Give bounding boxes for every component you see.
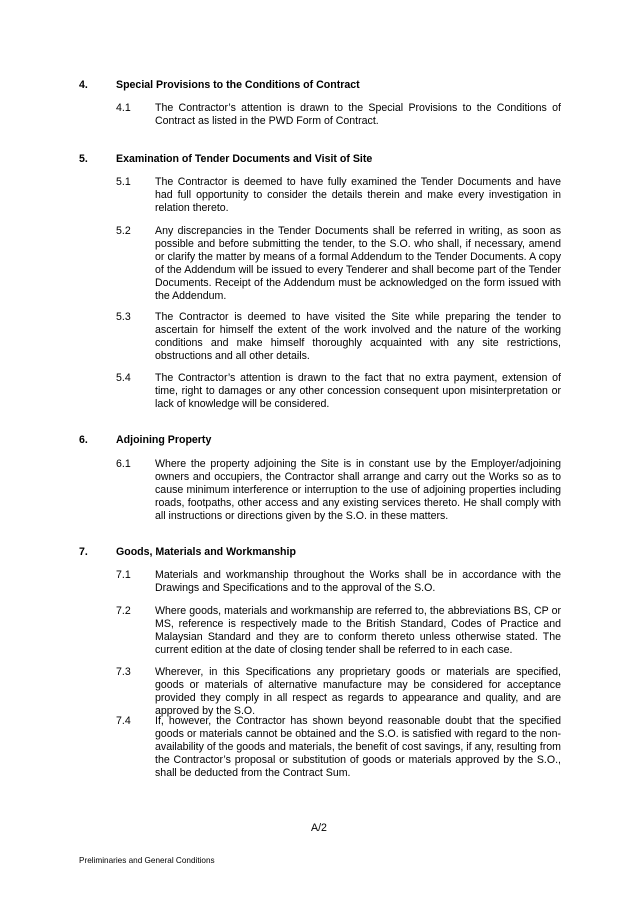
section-heading bbox=[0, 432, 638, 448]
section-heading bbox=[0, 544, 638, 560]
clause-number: 7.3 bbox=[116, 666, 131, 678]
clause-number: 7.2 bbox=[116, 605, 131, 617]
clause-text: The Contractor is deemed to have fully examined the Tender Documents and have had full opportunity to consider the details therein and make every investigation in relation thereto. bbox=[155, 176, 561, 214]
clause-text: Materials and workmanship throughout the Works shall be in accordance with the Drawings and Specifications and to the approval of the S.O. bbox=[155, 569, 561, 594]
section-heading bbox=[0, 151, 638, 167]
clause-number: 4.1 bbox=[116, 102, 131, 114]
clause-number: 5.3 bbox=[116, 311, 131, 323]
clause-text: Where the property adjoining the Site is in constant use by the Employer/adjoining owners and occupiers, the Contractor shall arrange and carry out the Works so as to cause minimum interference or interruption to the use of adjoining properties including roads, footpaths, other access and any existing services thereto. He shall comply with all instructions or directions given by the S.O. in these matters. bbox=[155, 458, 561, 522]
clause-text: The Contractor is deemed to have visited the Site while preparing the tender to ascertain for himself the extent of the work involved and the nature of the working conditions and make himself thoroughly acquainted with any site restrictions, obstructions and all other details. bbox=[155, 311, 561, 362]
section-number: 4. bbox=[79, 79, 88, 91]
clause-text: Where goods, materials and workmanship are referred to, the abbreviations BS, CP or MS, reference is respectively made to the British Standard, Codes of Practice and Malaysian Standard and they are to conform thereto unless otherwise stated. The current edition at the date of closing tender shall be referred to in each case. bbox=[155, 605, 561, 656]
section-title: Special Provisions to the Conditions of Contract bbox=[116, 79, 360, 91]
clause-number: 7.1 bbox=[116, 569, 131, 581]
clause-number: 5.1 bbox=[116, 176, 131, 188]
clause-number: 6.1 bbox=[116, 458, 131, 470]
clause-text: Any discrepancies in the Tender Documents shall be referred in writing, as soon as possible and before submitting the tender, to the S.O. who shall, if necessary, amend or clarify the matter by means of a formal Addendum to the Tender Documents. A copy of the Addendum will be issued to every Tenderer and shall become part of the Tender Documents. Receipt of the Addendum must be acknowledged on the form issued with the Addendum. bbox=[155, 225, 561, 302]
section-5 bbox=[0, 151, 638, 167]
section-6 bbox=[0, 432, 638, 448]
clause-number: 5.2 bbox=[116, 225, 131, 237]
clause-text: The Contractor’s attention is drawn to the Special Provisions to the Conditions of Contract as listed in the PWD Form of Contract. bbox=[155, 102, 561, 127]
page-number: A/2 bbox=[311, 822, 327, 834]
section-number: 6. bbox=[79, 434, 88, 446]
clause-text: If, however, the Contractor has shown beyond reasonable doubt that the specified goods or materials cannot be obtained and the S.O. is satisfied with regard to the non-availability of the goods and materials, the benefit of cost savings, if any, resulting from the Contractor’s proposal or substitution of goods or materials approved by the S.O., shall be deducted from the Contract Sum. bbox=[155, 715, 561, 779]
footer-text: Preliminaries and General Conditions bbox=[79, 856, 215, 865]
clause-number: 5.4 bbox=[116, 372, 131, 384]
section-number: 7. bbox=[79, 546, 88, 558]
section-heading bbox=[0, 77, 638, 93]
section-title: Examination of Tender Documents and Visit of Site bbox=[116, 153, 373, 165]
section-title: Adjoining Property bbox=[116, 434, 212, 446]
clause-text: Wherever, in this Specifications any proprietary goods or materials are specified, goods or materials of alternative manufacture may be considered for acceptance provided they comply in all respect as regards to appearance and quality, and are approved by the S.O. bbox=[155, 666, 561, 717]
section-number: 5. bbox=[79, 153, 88, 165]
clause-text: The Contractor’s attention is drawn to the fact that no extra payment, extension of time, right to damages or any other concession consequent upon misinterpretation or lack of knowledge will be considered. bbox=[155, 372, 561, 410]
section-title: Goods, Materials and Workmanship bbox=[116, 546, 296, 558]
section-4 bbox=[0, 77, 638, 93]
section-7 bbox=[0, 544, 638, 560]
clause-number: 7.4 bbox=[116, 715, 131, 727]
